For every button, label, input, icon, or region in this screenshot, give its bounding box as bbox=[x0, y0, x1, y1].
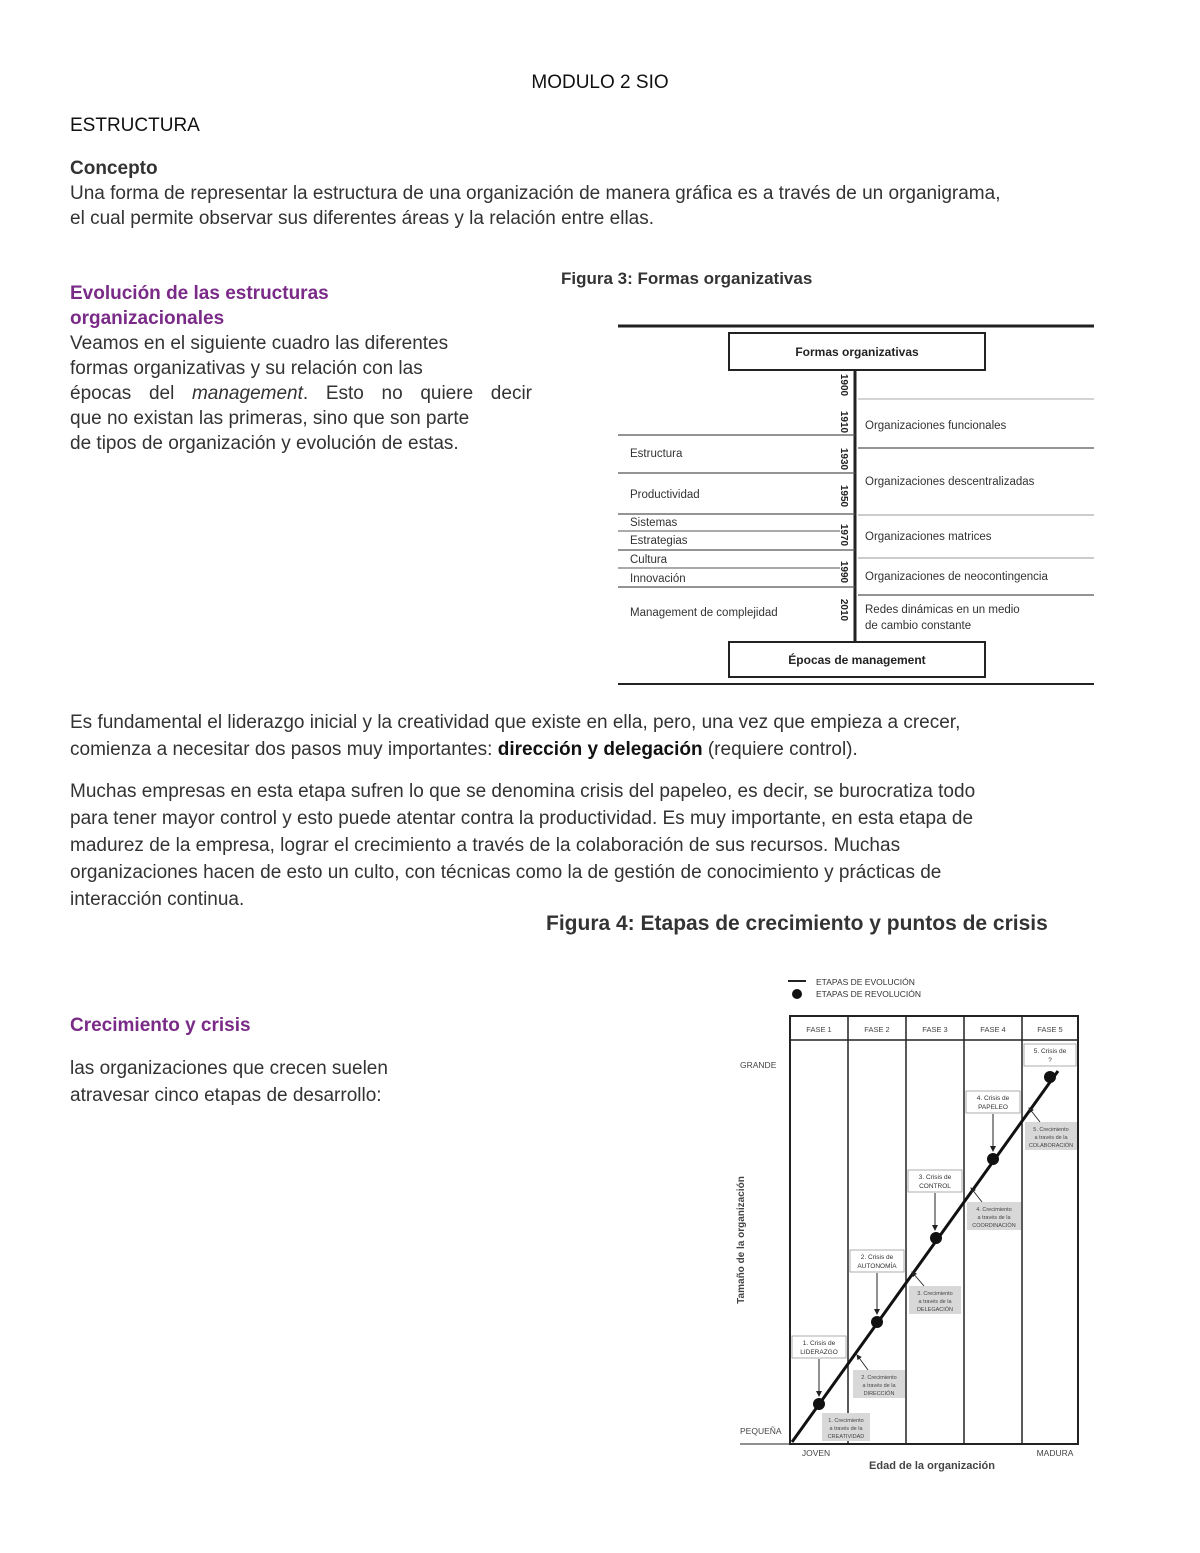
growth-line bbox=[792, 1071, 1058, 1442]
x-left-label: JOVEN bbox=[801, 1448, 831, 1458]
crisis-label: PAPELEO bbox=[978, 1104, 1008, 1111]
concepto-line-2: el cual permite observar sus diferentes áreas y la relación entre ellas. bbox=[70, 208, 655, 229]
liderazgo-line-1: Es fundamental el liderazgo inicial y la creatividad que existe en ella, pero, una vez que empieza a crecer, bbox=[70, 712, 961, 733]
concepto-heading: Concepto bbox=[70, 158, 158, 179]
papeleo-line: para tener mayor control y esto puede atentar contra la productividad. Es muy importante, en esta etapa de bbox=[70, 808, 974, 829]
growth-label: CREATIVIDAD bbox=[827, 1434, 865, 1440]
crisis-label: 3. Crisis de bbox=[918, 1174, 952, 1181]
crisis-point-4 bbox=[987, 1153, 999, 1165]
evolucion-line-1: Veamos en el siguiente cuadro las diferentes bbox=[70, 333, 449, 354]
papeleo-line: interacción continua. bbox=[70, 889, 245, 910]
growth-label: 1. Crecimiento bbox=[828, 1418, 864, 1424]
crecimiento-block bbox=[70, 1013, 490, 1109]
crisis-label: 1. Crisis de bbox=[802, 1340, 836, 1347]
growth-label: COORDINACIÓN bbox=[972, 1223, 1016, 1229]
phase-label: FASE 5 bbox=[1037, 1025, 1063, 1034]
fig3-right-item: de cambio constante bbox=[865, 620, 972, 632]
growth-label: COLABORACIÓN bbox=[1028, 1143, 1074, 1149]
phase-label: FASE 1 bbox=[806, 1025, 832, 1034]
crisis-label: 4. Crisis de bbox=[976, 1095, 1010, 1102]
fig3-left-item: Estrategias bbox=[630, 535, 688, 547]
concepto-line-1: Una forma de representar la estructura de una organización de manera gráfica es a través de un organigrama, bbox=[70, 183, 1001, 204]
concepto-block bbox=[70, 156, 1150, 231]
evolucion-line-3-b: . Esto no quiere decir bbox=[302, 383, 532, 404]
crecimiento-line-2: atravesar cinco etapas de desarrollo: bbox=[70, 1085, 382, 1106]
fig3-left-item: Innovación bbox=[630, 573, 686, 585]
fig3-right-item: Organizaciones funcionales bbox=[865, 420, 1007, 432]
growth-label: a través de la bbox=[862, 1383, 896, 1389]
y-bottom-label: PEQUEÑA bbox=[740, 1426, 782, 1436]
fig3-right-item: Redes dinámicas en un medio bbox=[865, 604, 1020, 616]
fig3-year: 1900 bbox=[838, 373, 849, 397]
crisis-point-2 bbox=[871, 1316, 883, 1328]
crisis-point-3 bbox=[930, 1232, 942, 1244]
direccion-delegacion: dirección y delegación bbox=[497, 739, 703, 760]
papeleo-line: madurez de la empresa, lograr el crecimiento a través de la colaboración de sus recursos. Muchas bbox=[70, 835, 901, 856]
growth-label: DIRECCIÓN bbox=[863, 1391, 895, 1397]
phase-frame bbox=[790, 1016, 1078, 1444]
figure-3-diagram bbox=[600, 315, 1110, 695]
evolucion-line-3 bbox=[70, 381, 532, 406]
evolucion-line-3-a: épocas del bbox=[70, 383, 192, 404]
liderazgo-line-2-b: (requiere control). bbox=[702, 739, 858, 760]
fig3-right-item: Organizaciones de neocontingencia bbox=[865, 571, 1048, 583]
liderazgo-line-2 bbox=[70, 736, 1160, 763]
fig3-right-item: Organizaciones descentralizadas bbox=[865, 476, 1035, 488]
x-right-label: MADURA bbox=[1036, 1448, 1074, 1458]
fig3-left-item: Estructura bbox=[630, 448, 683, 460]
fig3-top-box-label: Formas organizativas bbox=[795, 345, 919, 359]
crecimiento-line-1: las organizaciones que crecen suelen bbox=[70, 1058, 388, 1079]
papeleo-line: organizaciones hacen de esto un culto, con técnicas como la de gestión de conocimiento y prácticas de bbox=[70, 862, 942, 883]
figure-3-caption: Figura 3: Formas organizativas bbox=[561, 269, 813, 288]
crisis-label: AUTONOMÍA bbox=[857, 1263, 897, 1270]
crisis-label: 5. Crisis de bbox=[1033, 1048, 1067, 1055]
evolucion-heading-2: organizacionales bbox=[70, 308, 225, 329]
fig3-year: 1930 bbox=[838, 447, 849, 471]
fig3-year: 1910 bbox=[838, 410, 849, 434]
fig3-left-item: Sistemas bbox=[630, 517, 678, 529]
fig3-left-item: Management de complejidad bbox=[630, 607, 778, 619]
crisis-point-1 bbox=[813, 1398, 825, 1410]
legend-revolution: ETAPAS DE REVOLUCIÓN bbox=[816, 989, 922, 999]
growth-label: 2. Crecimiento bbox=[861, 1375, 897, 1381]
growth-label: 4. Crecimiento bbox=[976, 1207, 1012, 1213]
evolucion-block bbox=[70, 281, 532, 456]
phase-label: FASE 2 bbox=[864, 1025, 890, 1034]
evolucion-heading-1: Evolución de las estructuras bbox=[70, 283, 329, 304]
crisis-label: CONTROL bbox=[919, 1183, 951, 1190]
fig3-left-item: Cultura bbox=[630, 554, 668, 566]
evolucion-line-2: formas organizativas y su relación con las bbox=[70, 358, 423, 379]
fig3-year: 1970 bbox=[838, 523, 849, 547]
crisis-label: LIDERAZGO bbox=[800, 1349, 838, 1356]
growth-label: a través de la bbox=[977, 1215, 1011, 1221]
fig3-year: 1990 bbox=[838, 560, 849, 584]
phase-label: FASE 3 bbox=[922, 1025, 948, 1034]
growth-label: DELEGACIÓN bbox=[916, 1307, 954, 1313]
papeleo-block bbox=[70, 778, 1160, 913]
phase-label: FASE 4 bbox=[980, 1025, 1006, 1034]
figure-4-diagram bbox=[728, 970, 1088, 1480]
document-title: MODULO 2 SIO bbox=[531, 72, 669, 93]
growth-label: a través de la bbox=[918, 1299, 952, 1305]
crisis-label: ? bbox=[1048, 1057, 1052, 1064]
growth-label: a través de la bbox=[829, 1426, 863, 1432]
liderazgo-line-2-a: comienza a necesitar dos pasos muy importantes: bbox=[70, 739, 498, 760]
fig3-year: 1950 bbox=[838, 484, 849, 508]
fig3-year: 2010 bbox=[838, 598, 849, 622]
y-top-label: GRANDE bbox=[740, 1060, 777, 1070]
growth-label: a través de la bbox=[1034, 1135, 1068, 1141]
fig3-right-item: Organizaciones matrices bbox=[865, 531, 992, 543]
x-axis-label: Edad de la organización bbox=[869, 1460, 995, 1472]
section-heading: ESTRUCTURA bbox=[70, 115, 200, 136]
crisis-point-5 bbox=[1044, 1071, 1056, 1083]
liderazgo-block bbox=[70, 709, 1160, 763]
legend-dot-icon bbox=[792, 989, 802, 999]
y-axis-label: Tamaño de la organización bbox=[736, 1176, 747, 1304]
legend-evolution: ETAPAS DE EVOLUCIÓN bbox=[816, 977, 915, 987]
figure-4-caption: Figura 4: Etapas de crecimiento y puntos de crisis bbox=[546, 912, 1048, 935]
evolucion-line-5: de tipos de organización y evolución de estas. bbox=[70, 433, 459, 454]
evolucion-line-4: que no existan las primeras, sino que son parte bbox=[70, 408, 470, 429]
papeleo-line: Muchas empresas en esta etapa sufren lo que se denomina crisis del papeleo, es decir, se burocratiza todo bbox=[70, 781, 976, 802]
management-emphasis: management bbox=[191, 383, 303, 404]
crecimiento-heading: Crecimiento y crisis bbox=[70, 1015, 251, 1036]
fig3-left-item: Productividad bbox=[630, 489, 700, 501]
growth-label: 5. Crecimiento bbox=[1033, 1127, 1069, 1133]
growth-label: 3. Crecimiento bbox=[917, 1291, 953, 1297]
fig3-bottom-box-label: Épocas de management bbox=[788, 653, 926, 667]
crisis-label: 2. Crisis de bbox=[860, 1254, 894, 1261]
